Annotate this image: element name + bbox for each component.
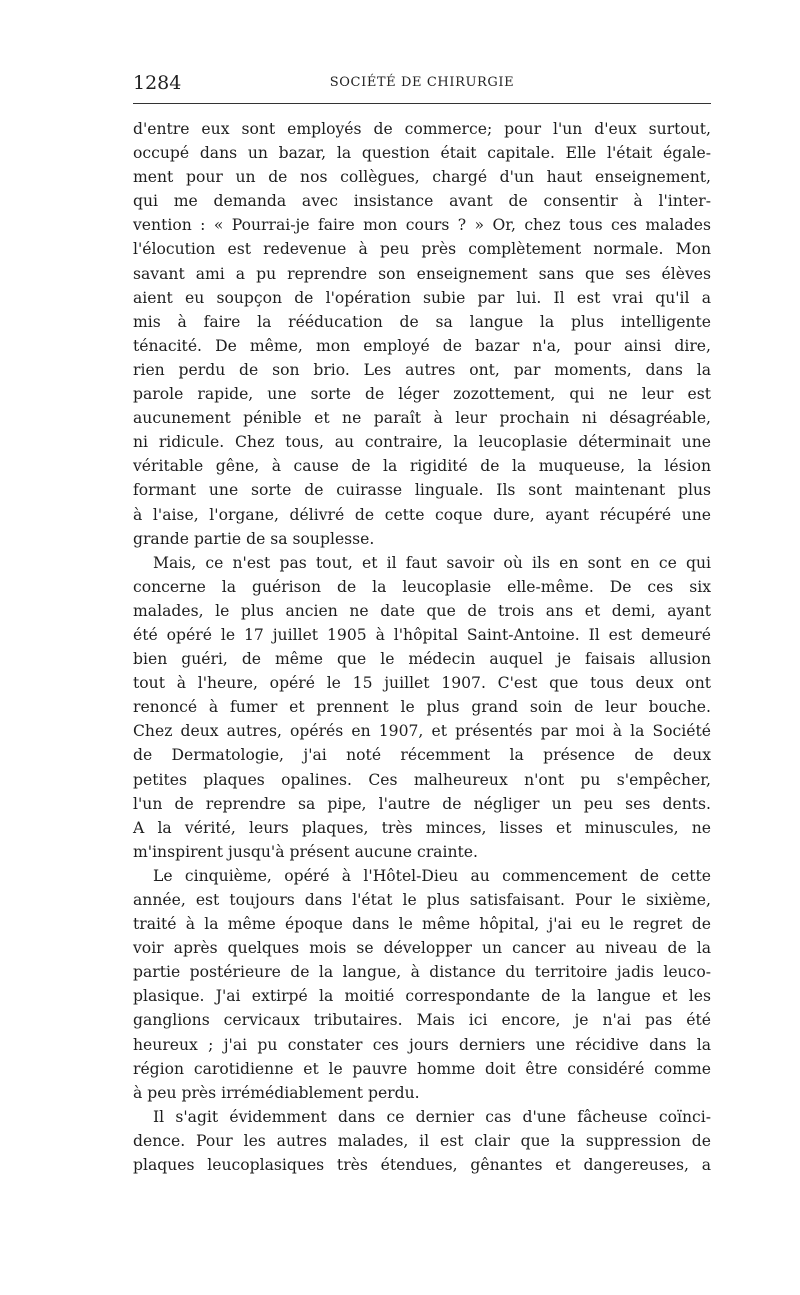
text-line: concerne la guérison de la leucoplasie elle-même. De ces six [133,577,711,596]
paragraph [133,117,711,551]
text-line: Il s'agit évidemment dans ce dernier cas d'une fâcheuse coïnci- [153,1107,711,1126]
text-line: à peu près irrémédiablement perdu. [133,1083,420,1102]
running-head: SOCIÉTÉ DE CHIRURGIE [329,75,515,90]
page-header [133,68,711,98]
body-text [133,117,711,1177]
text-line: aucunement pénible et ne paraît à leur prochain ni désagréable, [133,409,711,428]
text-line: vention : « Pourrai-je faire mon cours ? » Or, chez tous ces malades [133,216,711,235]
text-line: Le cinquième, opéré à l'Hôtel-Dieu au commencement de cette [153,866,711,885]
text-line: traité à la même époque dans le même hôpital, j'ai eu le regret de [133,915,711,934]
paragraph [133,864,711,1105]
text-line: renoncé à fumer et prennent le plus grand soin de leur bouche. [133,698,711,717]
text-line: véritable gêne, à cause de la rigidité de la muqueuse, la lésion [133,457,711,476]
text-line: plaques leucoplasiques très étendues, gênantes et dangereuses, a [133,1156,711,1175]
text-line: Mais, ce n'est pas tout, et il faut savoir où ils en sont en ce qui [153,553,711,572]
text-line: aient eu soupçon de l'opération subie par lui. Il est vrai qu'il a [133,288,711,307]
text-line: heureux ; j'ai pu constater ces jours derniers une récidive dans la [133,1035,711,1054]
text-line: ténacité. De même, mon employé de bazar n'a, pour ainsi dire, [133,336,711,355]
text-line: Chez deux autres, opérés en 1907, et présentés par moi à la Société [133,722,711,741]
text-line: ment pour un de nos collègues, chargé d'un haut enseignement, [133,168,711,187]
paragraph [133,1105,711,1177]
text-line: formant une sorte de cuirasse linguale. Ils sont maintenant plus [133,481,711,500]
text-line: ni ridicule. Chez tous, au contraire, la leucoplasie déterminait une [133,433,711,452]
text-line: tout à l'heure, opéré le 15 juillet 1907. C'est que tous deux ont [133,674,711,693]
text-line: bien guéri, de même que le médecin auquel je faisais allusion [133,650,711,669]
text-line: qui me demanda avec insistance avant de consentir à l'inter- [133,192,711,211]
text-line: mis à faire la rééducation de sa langue la plus intelligente [133,312,711,331]
text-line: savant ami a pu reprendre son enseignement sans que ses élèves [133,264,711,283]
text-line: petites plaques opalines. Ces malheureux n'ont pu s'empêcher, [133,770,711,789]
text-line: grande partie de sa souplesse. [133,529,375,548]
text-line: parole rapide, une sorte de léger zozottement, qui ne leur est [133,385,711,404]
text-line: dence. Pour les autres malades, il est clair que la suppression de [133,1131,711,1150]
paragraph [133,551,711,864]
text-line: A la vérité, leurs plaques, très minces, lisses et minuscules, ne [133,818,711,837]
text-line: ganglions cervicaux tributaires. Mais ici encore, je n'ai pas été [133,1011,711,1030]
text-line: été opéré le 17 juillet 1905 à l'hôpital Saint-Antoine. Il est demeuré [133,625,711,644]
text-line: m'inspirent jusqu'à présent aucune crainte. [133,842,478,861]
text-line: rien perdu de son brio. Les autres ont, par moments, dans la [133,360,711,379]
text-line: à l'aise, l'organe, délivré de cette coque dure, ayant récupéré une [133,505,711,524]
page-number: 1284 [133,72,182,94]
header-rule [133,103,711,104]
text-line: l'un de reprendre sa pipe, l'autre de négliger un peu ses dents. [133,794,711,813]
text-line: voir après quelques mois se développer un cancer au niveau de la [133,939,711,958]
text-line: de Dermatologie, j'ai noté récemment la présence de deux [133,746,711,765]
text-line: occupé dans un bazar, la question était capitale. Elle l'était égale- [133,144,711,163]
text-line: malades, le plus ancien ne date que de trois ans et demi, ayant [133,601,711,620]
text-line: partie postérieure de la langue, à distance du territoire jadis leuco- [133,963,711,982]
text-line: année, est toujours dans l'état le plus satisfaisant. Pour le sixième, [133,891,711,909]
text-line: d'entre eux sont employés de commerce; pour l'un d'eux surtout, [133,120,711,138]
text-line: l'élocution est redevenue à peu près complètement normale. Mon [133,240,711,259]
text-line: plasique. J'ai extirpé la moitié correspondante de la langue et les [133,987,711,1006]
text-line: région carotidienne et le pauvre homme doit être considéré comme [133,1059,711,1078]
